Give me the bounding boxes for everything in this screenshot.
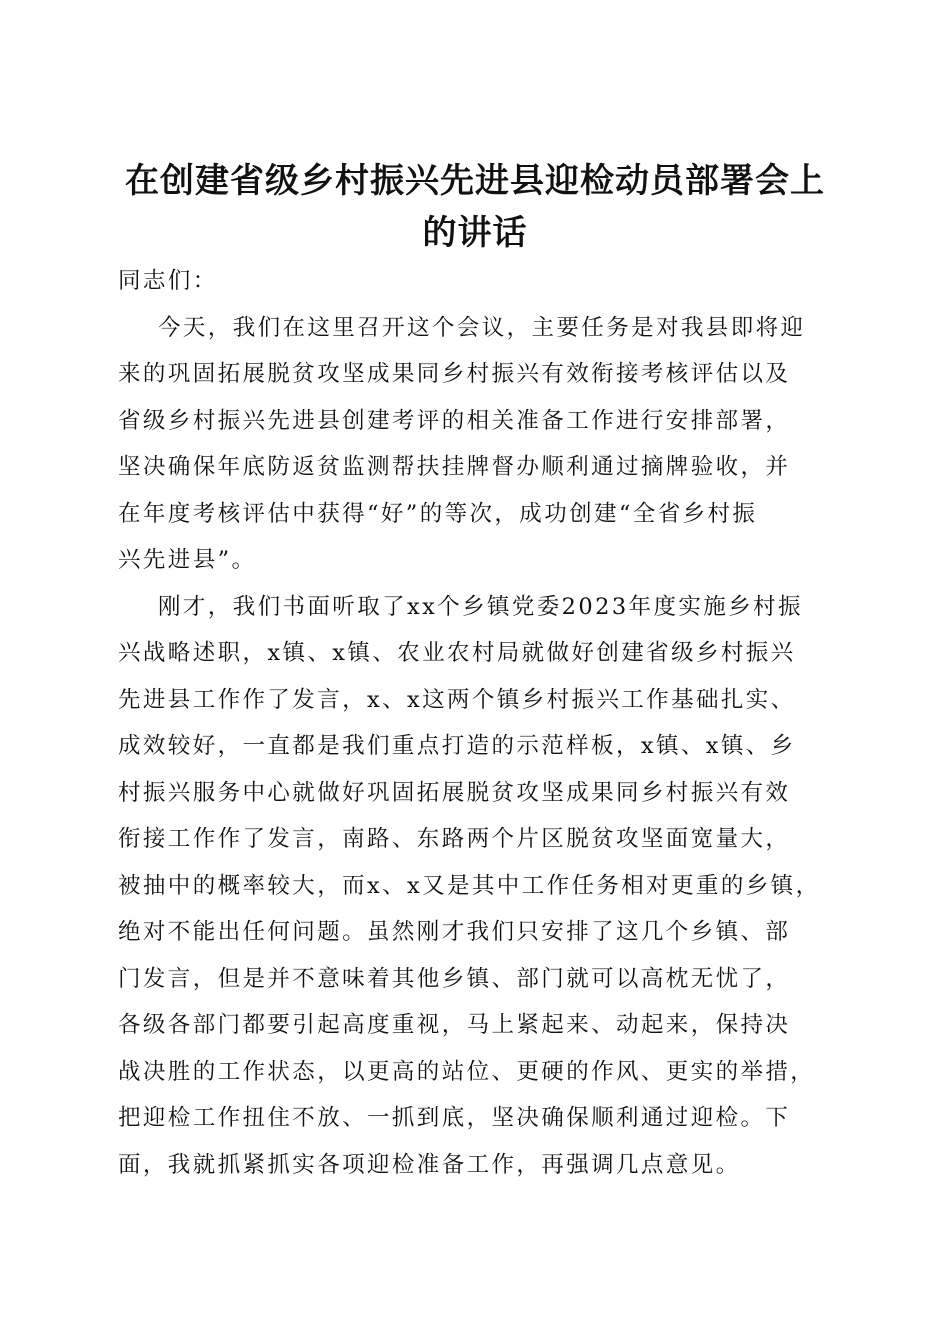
text-line: 门发言，但是并不意味着其他乡镇、部门就可以高枕无忧了， bbox=[118, 965, 791, 992]
text-line: 来的巩固拓展脱贫攻坚成果同乡村振兴有效衔接考核评估以及 bbox=[118, 361, 791, 387]
title-line: 的讲话 bbox=[422, 212, 528, 253]
text-line: 先进县工作作了发言，x、x这两个镇乡村振兴工作基础扎实、 bbox=[118, 686, 796, 713]
text-line: 刚才，我们书面听取了xx个乡镇党委2023年度实施乡村振 bbox=[158, 593, 803, 620]
text-line: 衔接工作作了发言，南路、东路两个片区脱贫攻坚面宽量大， bbox=[118, 826, 791, 852]
text-line: 被抽中的概率较大，而x、x又是其中工作任务相对更重的乡镇， bbox=[118, 872, 821, 899]
document-body bbox=[118, 258, 838, 1188]
text-line: 今天，我们在这里召开这个会议，主要任务是对我县即将迎 bbox=[158, 314, 806, 341]
text-line: 成效较好，一直都是我们重点打造的示范样板，x镇、x镇、乡 bbox=[118, 733, 796, 759]
paragraph-2 bbox=[118, 584, 838, 1189]
text-line: 面，我就抓紧抓实各项迎检准备工作，再强调几点意见。 bbox=[118, 1151, 741, 1178]
text-line: 村振兴服务中心就做好巩固拓展脱贫攻坚成果同乡村振兴有效 bbox=[118, 779, 791, 806]
text-line: 把迎检工作扭住不放、一抓到底，坚决确保顺利通过迎检。下 bbox=[118, 1105, 791, 1131]
text-line: 兴战略述职，x镇、x镇、农业农村局就做好创建省级乡村振兴 bbox=[118, 640, 796, 666]
text-line: 兴先进县”。 bbox=[118, 547, 257, 573]
title-line: 在创建省级乡村振兴先进县迎检动员部署会上 bbox=[125, 160, 825, 201]
salutation: 同志们： bbox=[118, 268, 218, 294]
text-line: 战决胜的工作状态，以更高的站位、更硬的作风、更实的举措， bbox=[118, 1058, 816, 1085]
text-line: 坚决确保年底防返贫监测帮扶挂牌督办顺利通过摘牌验收，并 bbox=[118, 454, 791, 480]
document-title bbox=[100, 155, 850, 259]
text-line: 绝对不能出任何问题。虽然刚才我们只安排了这几个乡镇、部 bbox=[118, 919, 791, 945]
text-line: 在年度考核评估中获得“好”的等次，成功创建“全省乡村振 bbox=[118, 500, 758, 527]
text-line: 各级各部门都要引起高度重视，马上紧起来、动起来，保持决 bbox=[118, 1012, 791, 1038]
text-line: 省级乡村振兴先进县创建考评的相关准备工作进行安排部署， bbox=[118, 407, 791, 434]
paragraph-1 bbox=[118, 305, 838, 584]
